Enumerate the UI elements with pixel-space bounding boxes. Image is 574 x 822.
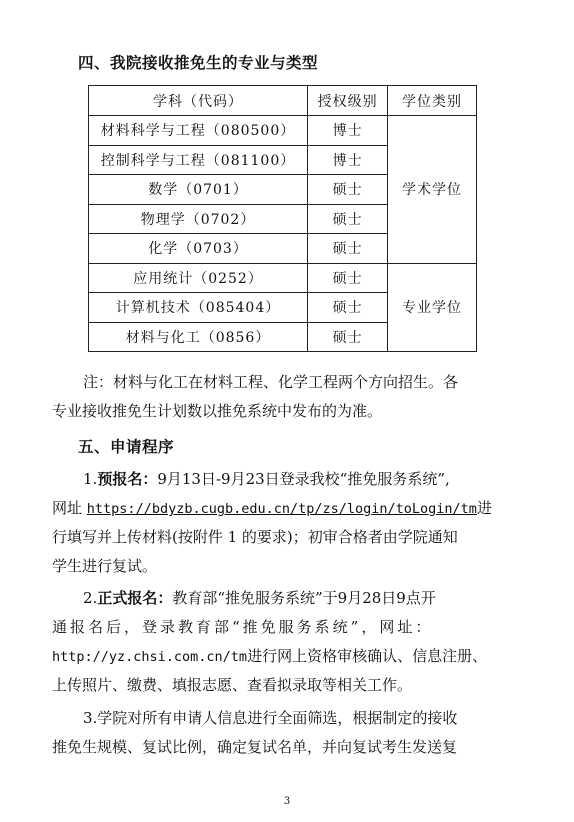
cell-subject: 材料与化工（0856） [89,322,308,352]
step-1-line [52,465,522,494]
cell-level: 硕士 [308,204,388,234]
step-2-line [52,584,522,613]
step-1-line: 行填写并上传材料(按附件 1 的要求)；初审合格者由学院通知 [52,528,458,546]
step-1-line: 学生进行复试。 [52,557,158,575]
cell-level: 硕士 [308,293,388,323]
section-4-heading: 四、我院接收推免生的专业与类型 [78,53,319,72]
step-3-line: 推免生规模、复试比例，确定复试名单，并向复试考生发送复 [52,738,458,756]
pre-registration-link[interactable]: https://bdyzb.cugb.edu.cn/tp/zs/login/toLogin/tm [86,501,477,517]
step-text: 进行网上资格审核确认、信息注册、 [247,647,488,665]
step-number: 1. [83,470,98,488]
step-1-paragraph [52,465,522,581]
cell-level: 硕士 [308,234,388,264]
step-label: 预报名： [97,470,158,488]
step-text: 9月13日-9月23日登录我校“推免服务系统”, [157,470,450,488]
cell-subject: 应用统计（0252） [89,263,308,293]
url-suffix: 进 [476,499,492,517]
step-number: 2. [83,589,98,607]
page-number: 3 [283,796,291,807]
table-header-row [89,86,477,116]
official-registration-link[interactable]: http://yz.chsi.com.cn/tm [52,649,248,665]
step-1-line [52,494,522,523]
step-2-line [52,642,522,671]
header-level: 授权级别 [308,86,388,116]
note-line: 专业接收推免生计划数以推免系统中发布的为准。 [52,402,383,420]
table-row [89,116,477,146]
cell-subject: 数学（0701） [89,175,308,205]
step-text: 教育部“推免服务系统”于9月28日9点开 [172,589,436,607]
cell-level: 硕士 [308,322,388,352]
section-5-heading: 五、申请程序 [78,437,175,456]
majors-table [88,85,477,352]
cell-subject: 控制科学与工程（081100） [89,145,308,175]
step-2-paragraph [52,584,522,700]
note-paragraph [52,368,522,426]
cell-subject: 化学（0703） [89,234,308,264]
cell-subject: 物理学（0702） [89,204,308,234]
note-line: 注：材料与化工在材料工程、化学工程两个方向招生。各 [83,373,459,391]
step-2-line: 上传照片、缴费、填报志愿、查看拟录取等相关工作。 [52,676,413,694]
header-degree-type: 学位类别 [388,86,477,116]
cell-subject: 计算机技术（085404） [89,293,308,323]
cell-level: 博士 [308,145,388,175]
cell-level: 硕士 [308,175,388,205]
step-3-paragraph [52,704,522,762]
step-label: 正式报名： [97,589,173,607]
step-3-line: 3.学院对所有申请人信息进行全面筛选，根据制定的接收 [83,709,458,727]
cell-level: 博士 [308,116,388,146]
table-row [89,263,477,293]
cell-subject: 材料科学与工程（080500） [89,116,308,146]
cell-level: 硕士 [308,263,388,293]
header-subject: 学科（代码） [89,86,308,116]
step-2-line: 通报名后，登录教育部“推免服务系统”，网址： [52,618,434,636]
cell-degree-type: 学术学位 [388,116,477,264]
cell-degree-type: 专业学位 [388,263,477,352]
url-prefix: 网址 [52,499,83,517]
